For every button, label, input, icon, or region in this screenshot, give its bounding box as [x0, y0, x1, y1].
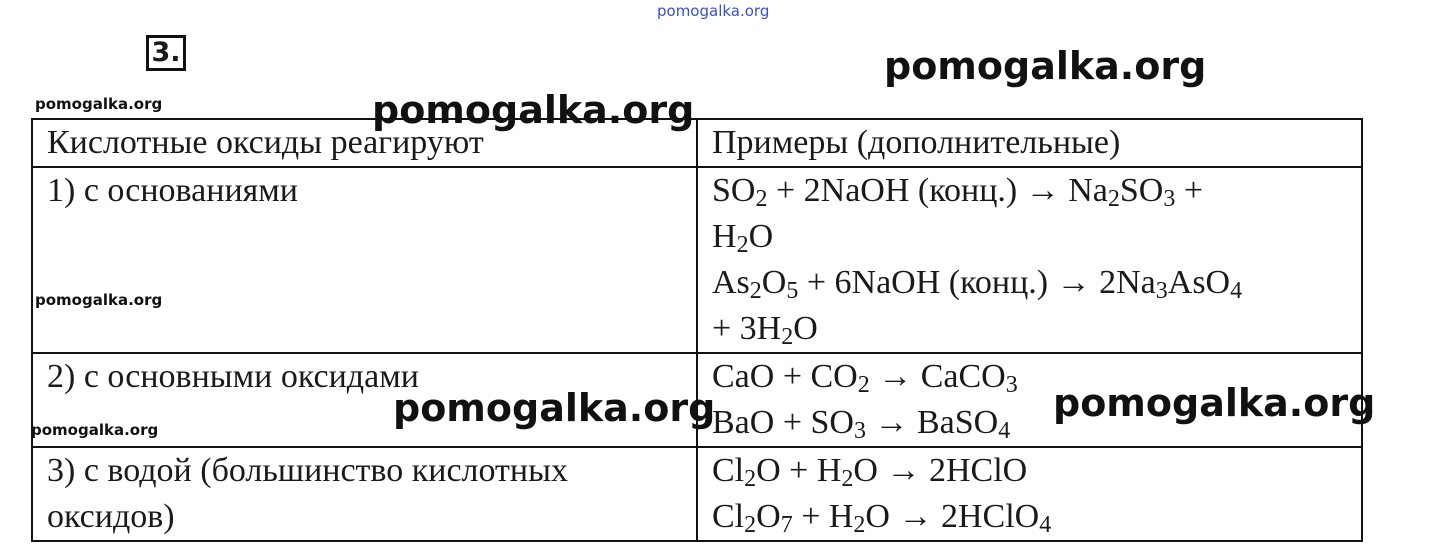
row-label-bases	[32, 167, 697, 353]
watermark-large: pomogalka.org	[372, 88, 695, 132]
reaction-bao-so3: BaO + $SO_3$ → BaSO$_4$	[712, 404, 1011, 444]
header-cell-reacts-with: Кислотные оксиды реагируют	[32, 119, 697, 167]
reaction-cl2o7-h2o: $Cl_2O_7 + H_2O$ → 2HClO$_4$	[712, 498, 1052, 538]
watermark-small: pomogalka.org	[35, 291, 163, 309]
table-row	[32, 447, 1362, 541]
header-cell-examples: Примеры (дополнительные)	[697, 119, 1362, 167]
reaction-as2o5-naoh: $As_2O_5$ + 6NaOH (конц.) → $2Na_3AsO_4$ + $3H_2O$	[712, 264, 1243, 350]
row-label-water	[32, 447, 697, 541]
watermark-small: pomogalka.org	[31, 421, 159, 439]
watermark-large: pomogalka.org	[1053, 381, 1376, 425]
row-examples-water	[697, 447, 1362, 541]
reaction-so2-naoh: $SO_2$ + 2NaOH (конц.) → $Na_2SO_3$ + $H_2O$	[712, 172, 1204, 258]
row-examples-bases	[697, 167, 1362, 353]
row-label-text-cont: оксидов)	[47, 498, 175, 535]
reaction-cao-co2: CaO + $CO_2$ → CaCO$_3$	[712, 358, 1018, 398]
table-row	[32, 167, 1362, 353]
watermark-large: pomogalka.org	[393, 386, 716, 430]
watermark-large: pomogalka.org	[884, 44, 1207, 88]
row-label-text: 3) с водой (большинство кислотных	[47, 452, 568, 489]
oxide-reactions-table	[31, 118, 1363, 542]
watermark-top[interactable]: pomogalka.org	[657, 2, 770, 20]
row-label-text: 2) с основными оксидами	[47, 358, 419, 395]
reaction-cl2o-h2o: $Cl_2O + H_2O$ → 2HClO	[712, 452, 1028, 492]
row-label-text: 1) с основаниями	[47, 172, 298, 209]
watermark-small: pomogalka.org	[35, 95, 163, 113]
table-header-row	[32, 119, 1362, 167]
task-number-badge: 3.	[146, 35, 186, 71]
